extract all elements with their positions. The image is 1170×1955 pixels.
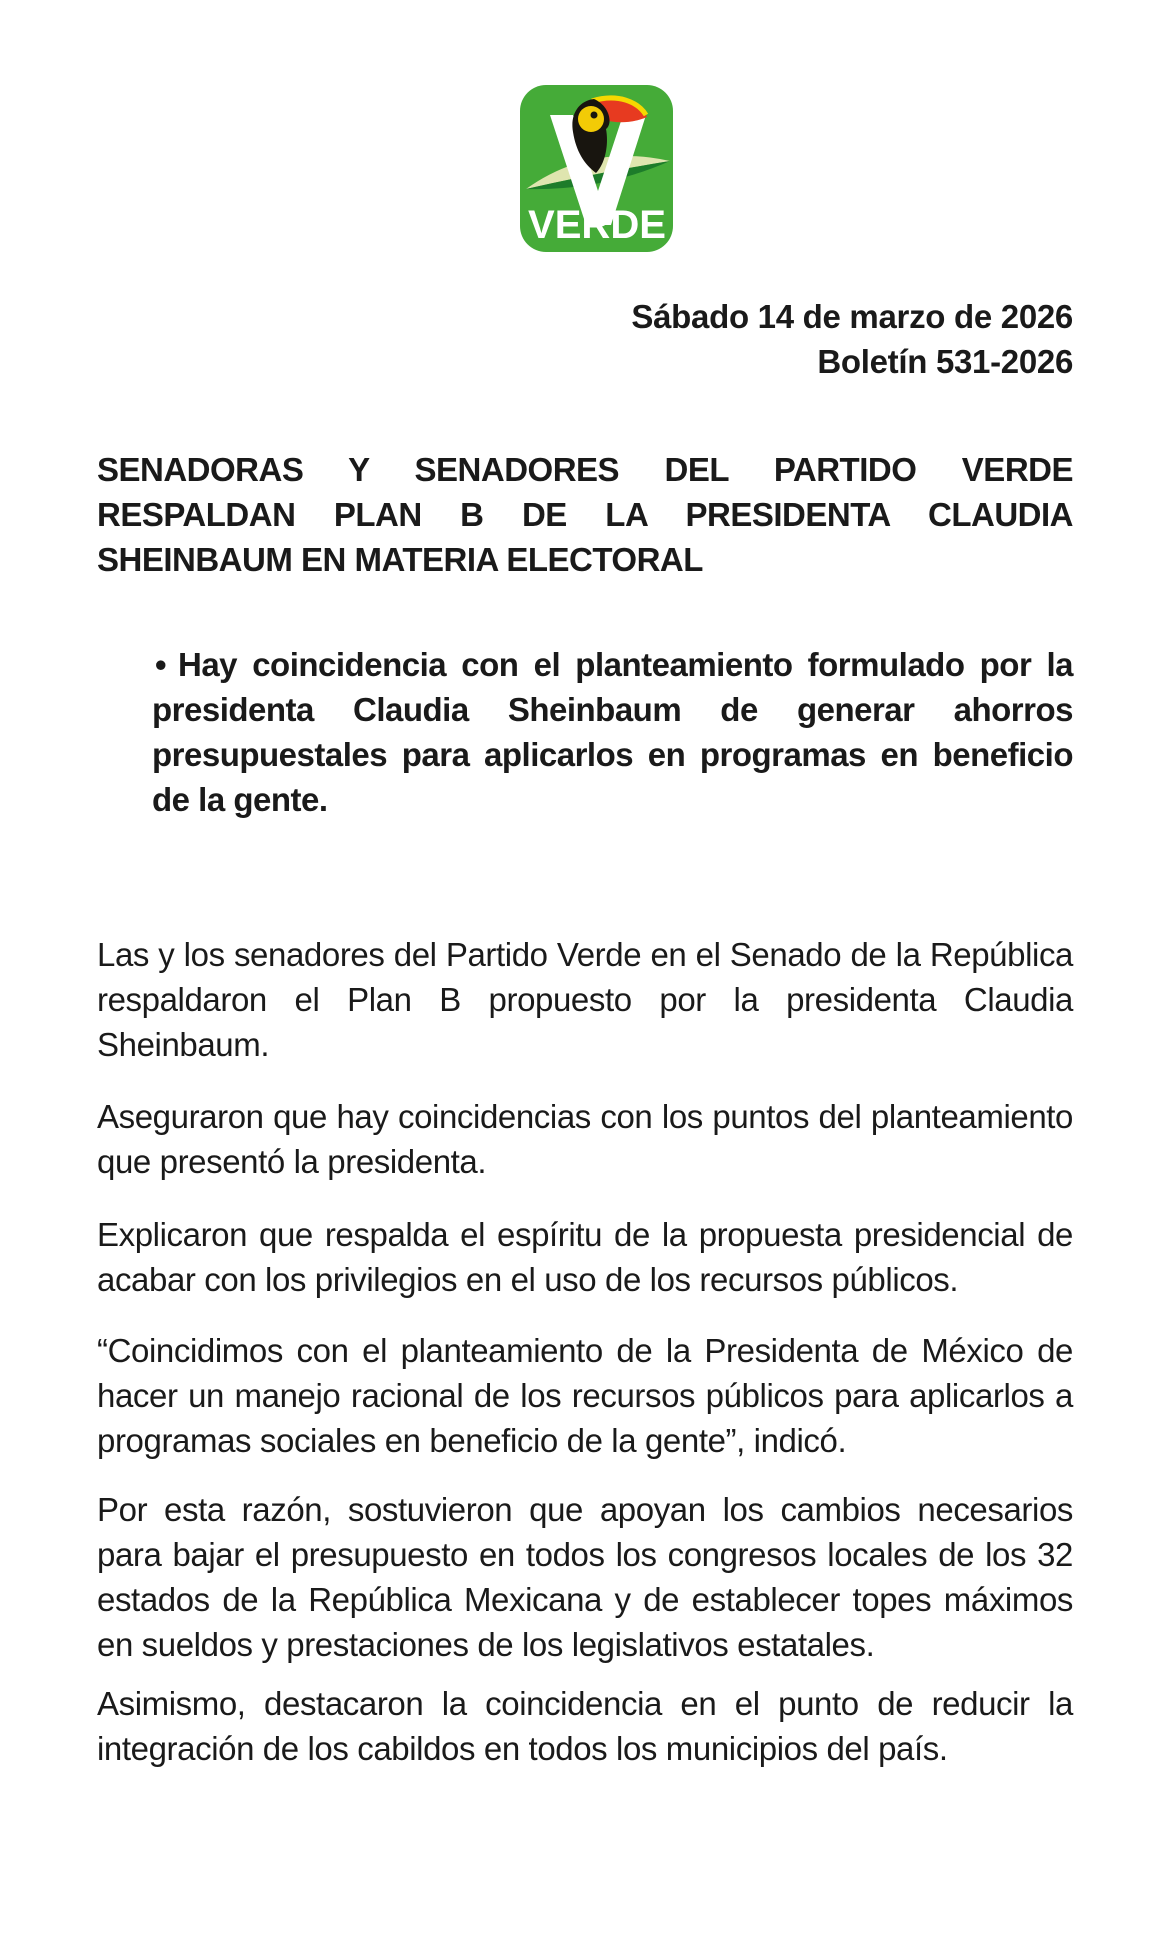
paragraph: Por esta razón, sostuvieron que apoyan los cambios necesarios para bajar el presupuesto en todos los congresos locales de los 32 estados de la República Mexicana y de establecer topes máximos en sueldos y prestaciones de los legislativos estatales. [97,1491,1073,1663]
partido-verde-logo [97,0,1073,252]
date-line: Sábado 14 de marzo de 2026 [631,298,1073,335]
paragraph: Asimismo, destacaron la coincidencia en el punto de reducir la integración de los cabildos en todos los municipios del país. [97,1685,1073,1767]
bullet-marker-icon: • [155,646,167,683]
paragraph: Aseguraron que hay coincidencias con los puntos del planteamiento que presentó la presidenta. [97,1098,1073,1180]
paragraph: Las y los senadores del Partido Verde en el Senado de la República respaldaron el Plan B propuesto por la presidenta Claudia Sheinbaum. [97,936,1073,1063]
paragraph: Explicaron que respalda el espíritu de la propuesta presidencial de acabar con los privilegios en el uso de los recursos públicos. [97,1216,1073,1298]
bulletin-number: Boletín 531-2026 [817,343,1073,380]
paragraph: “Coincidimos con el planteamiento de la Presidenta de México de hacer un manejo racional de los recursos públicos para aplicarlos a programas sociales en beneficio de la gente”, indicó. [97,1332,1073,1459]
headline: SENADORAS Y SENADORES DEL PARTIDO VERDE RESPALDAN PLAN B DE LA PRESIDENTA CLAUDIA SHEINBAUM EN MATERIA ELECTORAL [97,451,1073,578]
header-date-block [97,294,1073,384]
bullet-text: Hay coincidencia con el planteamiento formulado por la presidenta Claudia Sheinbaum de generar ahorros presupuestales para aplicarlos en programas en beneficio de la gente. [152,646,1073,818]
partido-verde-logo-image [520,85,673,252]
bullet-item [97,642,1073,822]
logo-wordmark: VERDE [527,203,666,247]
